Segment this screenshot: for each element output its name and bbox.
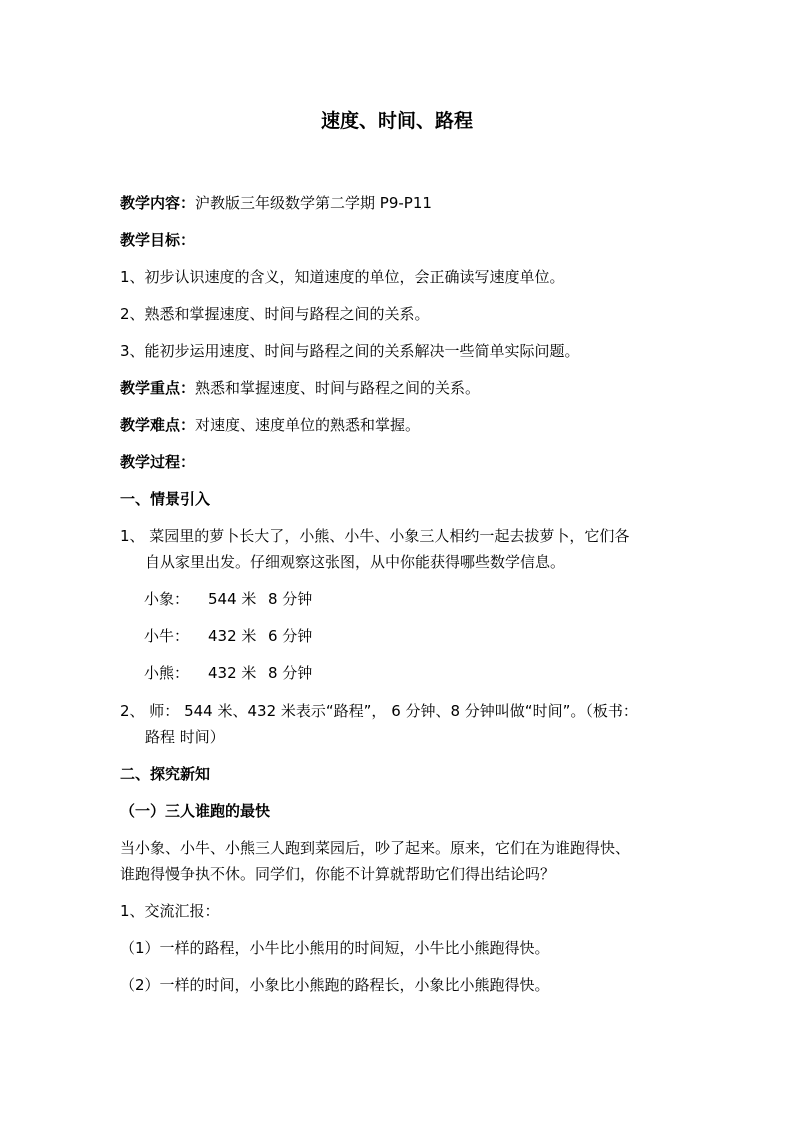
key-point [120, 377, 480, 399]
animal-row [144, 662, 328, 684]
teaching-content-text: 沪教版三年级数学第二学期 P9-P11 [195, 194, 432, 212]
paragraph-line: 2、 师： 544 米、432 米表示“路程”， 6 分钟、8 分钟叫做“时间”。（板书： [120, 702, 638, 720]
key-point-label: 教学重点： [120, 379, 196, 397]
document-title: 速度、时间、路程 [320, 110, 473, 132]
section-heading: 二、探究新知 [120, 765, 211, 783]
paragraph-line: 1、 菜园里的萝卜长大了，小熊、小牛、小象三人相约一起去拔萝卜，它们各 [120, 527, 630, 545]
objective-item: 2、熟悉和掌握速度、时间与路程之间的关系。 [120, 305, 430, 323]
animal-time: 8 分钟 [268, 590, 313, 608]
animal-name: 小牛： [144, 627, 190, 645]
animal-distance: 432 米 [208, 627, 257, 645]
animal-time: 6 分钟 [268, 627, 313, 645]
paragraph-line: （1）一样的路程，小牛比小熊用的时间短，小牛比小熊跑得快。 [120, 939, 550, 957]
paragraph-line: （2）一样的时间，小象比小熊跑的路程长，小象比小熊跑得快。 [120, 976, 550, 994]
paragraph-line: 1、交流汇报： [120, 902, 220, 920]
key-point-text: 熟悉和掌握速度、时间与路程之间的关系。 [195, 379, 481, 397]
difficulty-text: 对速度、速度单位的熟悉和掌握。 [195, 416, 421, 434]
objective-item: 3、能初步运用速度、时间与路程之间的关系解决一些简单实际问题。 [120, 342, 580, 360]
animal-name: 小熊： [144, 664, 190, 682]
animal-time: 8 分钟 [268, 664, 313, 682]
animal-row [144, 625, 328, 647]
teaching-content-label: 教学内容： [120, 194, 196, 212]
animal-name: 小象： [144, 590, 190, 608]
objectives-label: 教学目标： [120, 231, 196, 249]
subsection-heading: （一）三人谁跑的最快 [120, 802, 271, 820]
animal-distance: 544 米 [208, 590, 257, 608]
paragraph-line: 路程 时间） [145, 728, 225, 746]
animal-row [144, 588, 328, 610]
objective-item: 1、初步认识速度的含义，知道速度的单位，会正确读写速度单位。 [120, 268, 565, 286]
process-label: 教学过程： [120, 453, 196, 471]
paragraph-line: 自从家里出发。仔细观察这张图，从中你能获得哪些数学信息。 [145, 553, 566, 571]
animal-distance: 432 米 [208, 664, 257, 682]
difficulty-label: 教学难点： [120, 416, 196, 434]
paragraph-line: 谁跑得慢争执不休。同学们，你能不计算就帮助它们得出结论吗？ [120, 865, 556, 883]
difficulty [120, 414, 420, 436]
paragraph-line: 当小象、小牛、小熊三人跑到菜园后，吵了起来。原来，它们在为谁跑得快、 [120, 839, 631, 857]
teaching-content [120, 192, 432, 214]
section-heading: 一、情景引入 [120, 490, 211, 508]
